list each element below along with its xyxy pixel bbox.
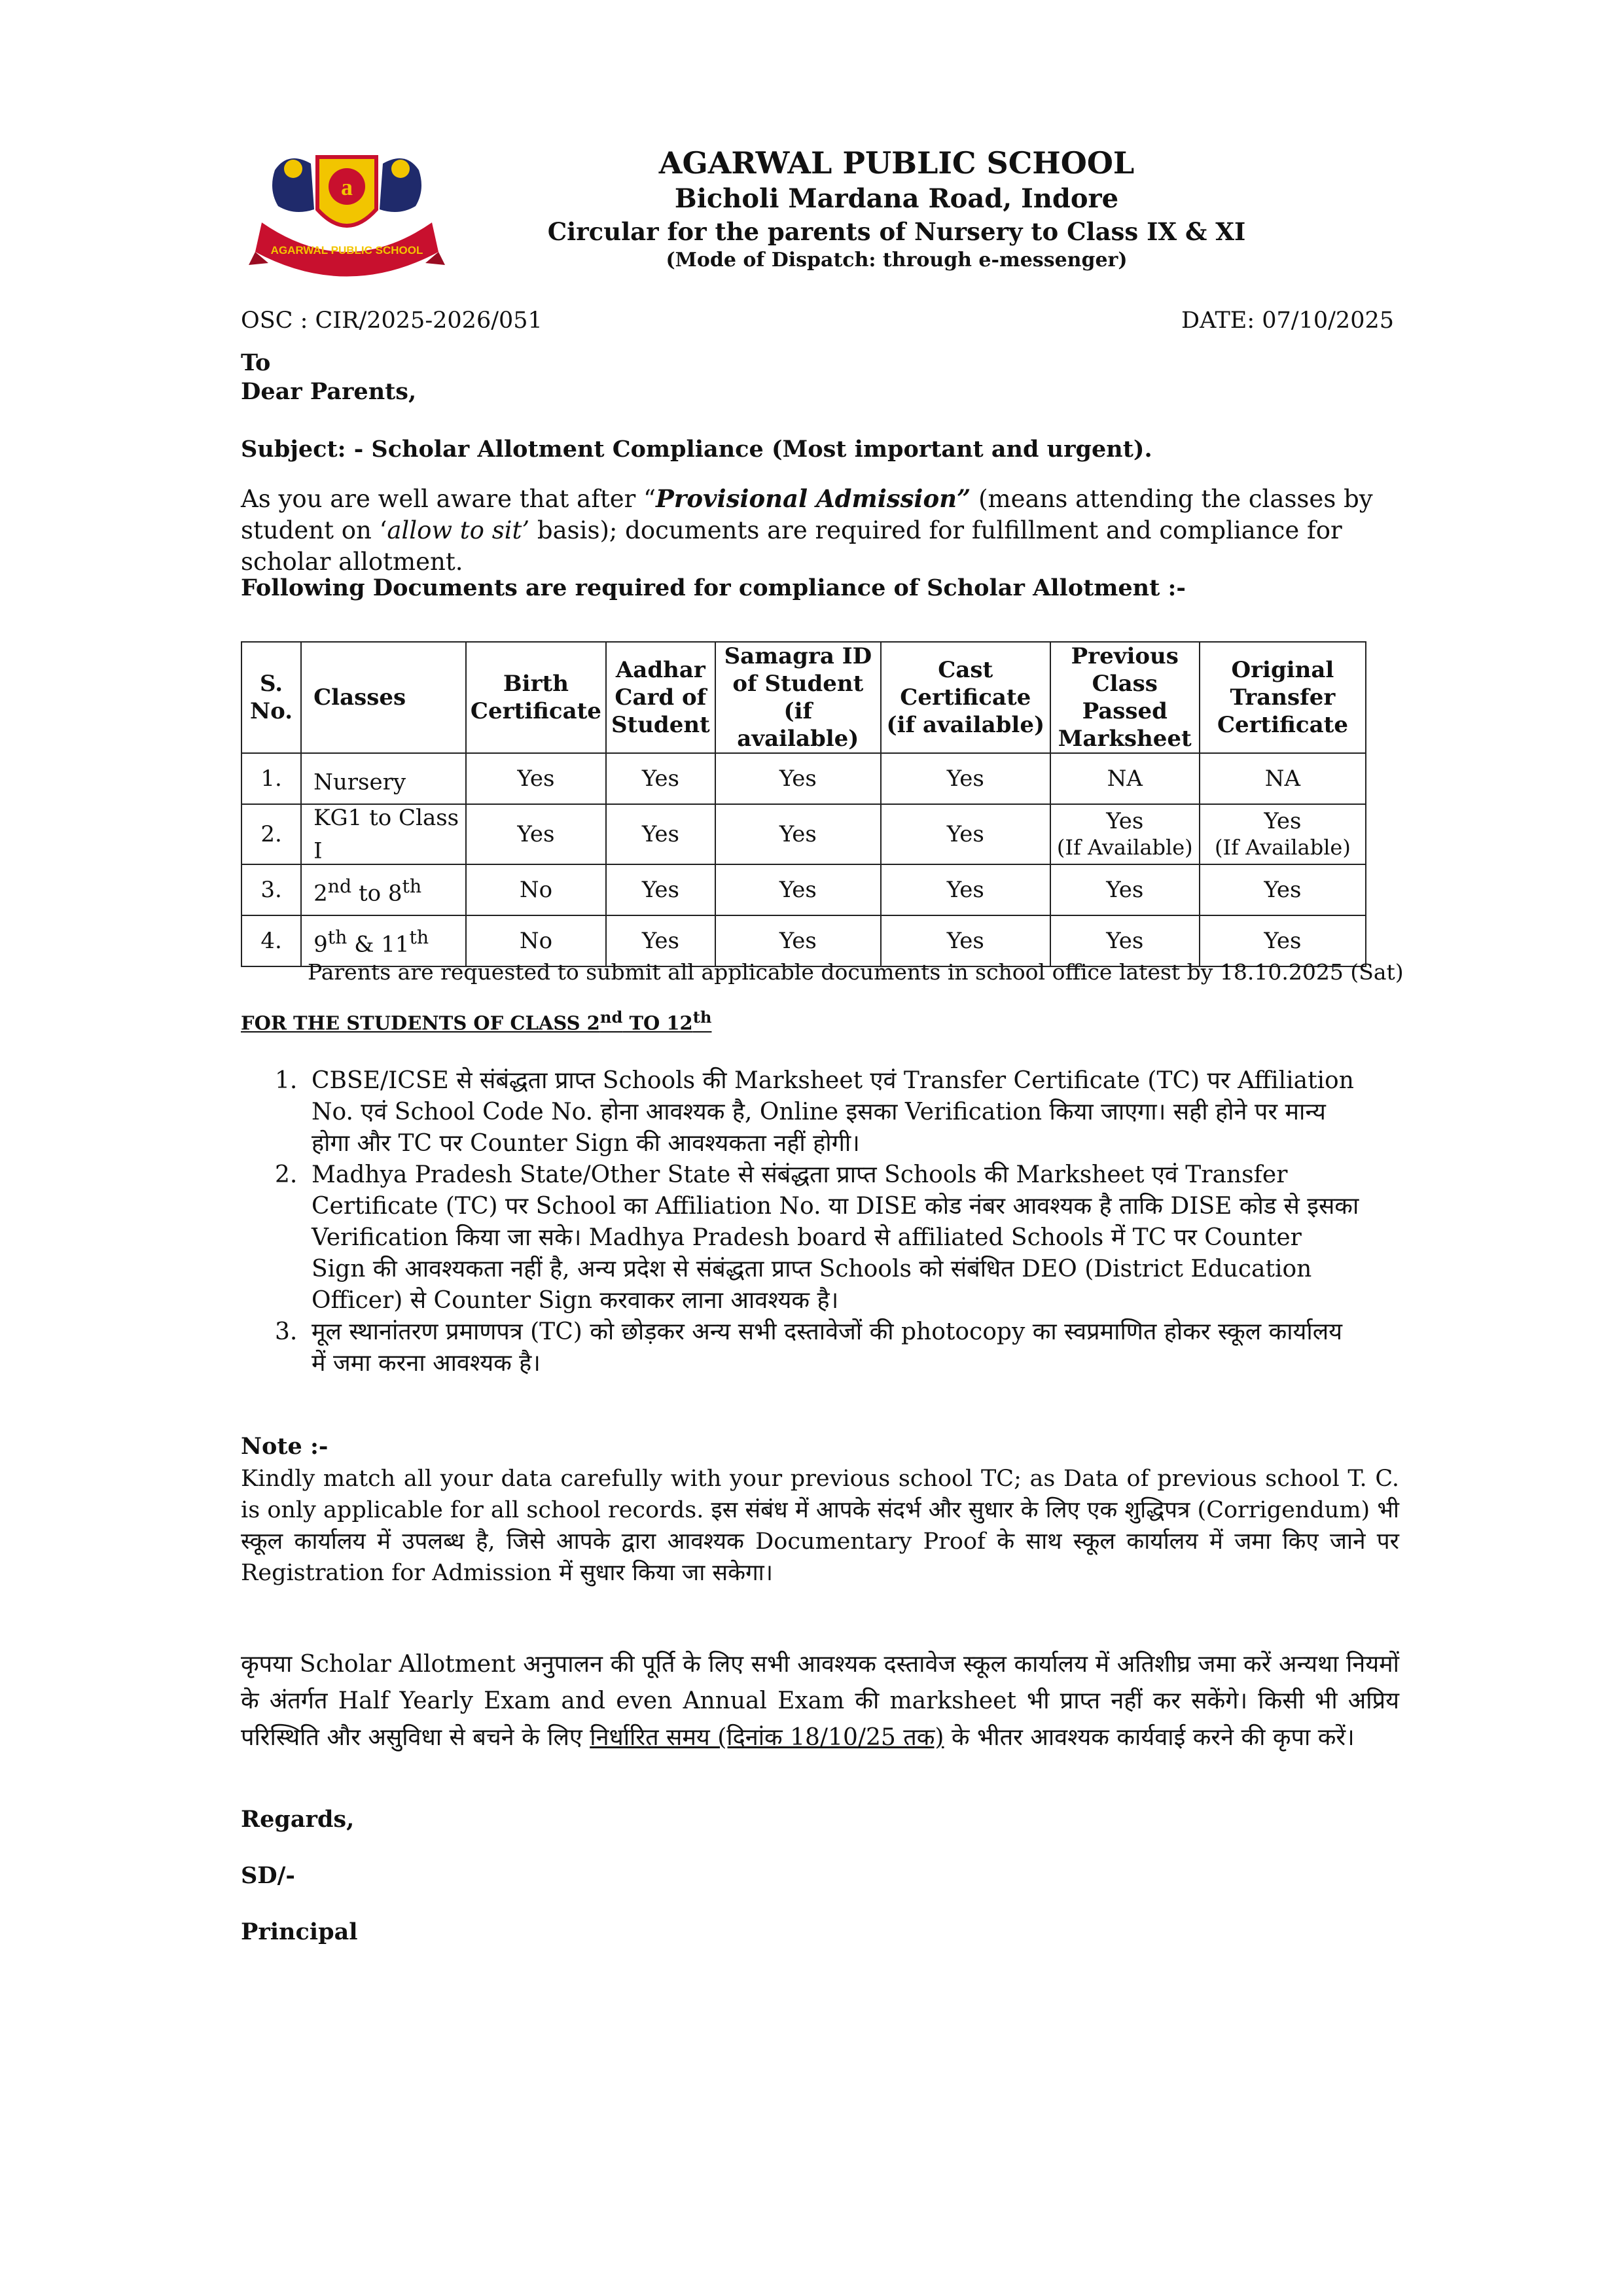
- cell-marksheet: Yes: [1050, 864, 1200, 915]
- list-item: 2. Madhya Pradesh State/Other State से संबंद्धता प्राप्त Schools की Marksheet एवं Transfer Certificate (TC) पर School का Affiliation No. या DISE कोड नंबर आवश्यक है ताकि DISE कोड से इसका Verification किया जा सके। Madhya Pradesh board से affiliated Schools में TC पर Counter Sign की आवश्यकता नहीं है, अन्य प्रदेश से संबंद्धता प्राप्त Schools को संबंधित DEO (District Education Officer) से Counter Sign करवाकर लाना आवश्यक है।: [275, 1161, 1359, 1314]
- cell-samagra: Yes: [715, 864, 881, 915]
- intro-text-3: basis); documents are required for fulfillment and compliance for scholar allotment.: [241, 516, 1342, 576]
- table-row: [241, 753, 1366, 804]
- to-line: To: [241, 349, 271, 376]
- table-row: [241, 864, 1366, 915]
- note-text: Kindly match all your data carefully with your previous school TC; as Data of previous school T. C. is only applicable for all school records. इस संबंध में आपके संदर्भ और सुधार के लिए एक शुद्धिपत्र (Corrigendum) भी स्कूल कार्यालय में उपलब्ध है, जिसे आपके द्वारा आवश्यक Documentary Proof के साथ स्कूल कार्यालय में जमा किए जाने पर Registration for Admission में सुधार किया जा सकेगा।: [241, 1466, 1399, 1586]
- header-cast: Cast Certificate (if available): [881, 642, 1050, 753]
- circular-title: Circular for the parents of Nursery to Class IX & XI: [547, 217, 1246, 246]
- hindi-paragraph: कृपया Scholar Allotment अनुपालन की पूर्ति के लिए सभी आवश्यक दस्तावेज स्कूल कार्यालय में अतिशीघ्र जमा करें अन्यथा नियमों के अंतर्गत Half Yearly Exam and even Annual Exam की marksheet भी प्राप्त नहीं कर सकेंगे। किसी भी अप्रिय परिस्थिति और असुविधा से बचने के लिए निर्धारित समय (दिनांक 18/10/25 तक) के भीतर आवश्यक कार्यवाई करने की कृपा करें।: [241, 1651, 1399, 1751]
- documents-table: [241, 641, 1366, 967]
- subject-line: Subject: - Scholar Allotment Compliance (Most important and urgent).: [241, 436, 1152, 463]
- closing-sd: SD/-: [241, 1862, 295, 1889]
- cell-birth: Yes: [466, 753, 606, 804]
- dispatch-mode: (Mode of Dispatch: through e-messenger): [666, 249, 1128, 272]
- cell-sno: 1.: [241, 753, 301, 804]
- cell-sno: 3.: [241, 864, 301, 915]
- cell-class: KG1 to Class I: [301, 804, 466, 864]
- list-item: 3. मूल स्थानांतरण प्रमाणपत्र (TC) को छोड़कर अन्य सभी दस्तावेजों की photocopy का स्वप्रमाणित होकर स्कूल कार्यालय में जमा करना आवश्यक है।: [275, 1318, 1343, 1377]
- cell-sno: 4.: [241, 915, 301, 966]
- header-classes: Classes: [301, 642, 466, 753]
- cell-aadhar: Yes: [606, 864, 715, 915]
- header-birth-certificate: Birth Certificate: [466, 642, 606, 753]
- svg-text:a: a: [341, 174, 353, 200]
- salutation: Dear Parents,: [241, 378, 417, 405]
- circular-reference: OSC : CIR/2025-2026/051: [241, 308, 543, 334]
- intro-text-1: As you are well aware that after “: [241, 485, 656, 513]
- cell-samagra: Yes: [715, 915, 881, 966]
- cell-sno: 2.: [241, 804, 301, 864]
- cell-cast: Yes: [881, 804, 1050, 864]
- header-marksheet: Previous Class Passed Marksheet: [1050, 642, 1200, 753]
- cell-aadhar: Yes: [606, 753, 715, 804]
- table-note: Parents are requested to submit all applicable documents in school office latest by 18.10.2025 (Sat): [308, 959, 1404, 985]
- school-logo: [249, 144, 445, 281]
- cell-birth: No: [466, 864, 606, 915]
- closing-regards: Regards,: [241, 1806, 355, 1833]
- intro-text-2: (means attending the classes by student on ‘: [241, 485, 1373, 544]
- deadline-text: निर्धारित समय (दिनांक 18/10/25 तक): [590, 1724, 944, 1751]
- documents-heading: Following Documents are required for compliance of Scholar Allotment :-: [241, 574, 1186, 601]
- table-header-row: [241, 642, 1366, 753]
- cell-marksheet: Yes (If Available): [1050, 804, 1200, 864]
- cell-cast: Yes: [881, 753, 1050, 804]
- signatory: Principal: [241, 1918, 358, 1945]
- instructions-list: [275, 1065, 1361, 1379]
- cell-marksheet: NA: [1050, 753, 1200, 804]
- cell-tc: Yes: [1200, 915, 1366, 966]
- intro-emphasis: Provisional Admission”: [656, 484, 971, 513]
- circular-date: DATE: 07/10/2025: [1181, 308, 1394, 334]
- note-heading: Note :-: [241, 1433, 329, 1460]
- section-heading: FOR THE STUDENTS OF CLASS 2nd TO 12th: [241, 1008, 712, 1034]
- school-address: Bicholi Mardana Road, Indore: [674, 183, 1119, 214]
- header-aadhar: Aadhar Card of Student: [606, 642, 715, 753]
- cell-class: 2nd to 8th: [301, 864, 466, 915]
- intro-italic: allow to sit’: [387, 516, 530, 544]
- header-samagra: Samagra ID of Student (if available): [715, 642, 881, 753]
- cell-marksheet: Yes: [1050, 915, 1200, 966]
- cell-cast: Yes: [881, 915, 1050, 966]
- cell-birth: Yes: [466, 804, 606, 864]
- cell-samagra: Yes: [715, 804, 881, 864]
- cell-samagra: Yes: [715, 753, 881, 804]
- cell-tc: Yes (If Available): [1200, 804, 1366, 864]
- table-row: [241, 804, 1366, 864]
- logo-text: AGARWAL PUBLIC SCHOOL: [270, 244, 423, 256]
- cell-class: 9th & 11th: [301, 915, 466, 966]
- header-sno: S. No.: [241, 642, 301, 753]
- header-transfer-certificate: Original Transfer Certificate: [1200, 642, 1366, 753]
- cell-tc: NA: [1200, 753, 1366, 804]
- cell-birth: No: [466, 915, 606, 966]
- cell-tc: Yes: [1200, 864, 1366, 915]
- cell-cast: Yes: [881, 864, 1050, 915]
- list-item: 1. CBSE/ICSE से संबंद्धता प्राप्त Schools की Marksheet एवं Transfer Certificate (TC) पर Affiliation No. एवं School Code No. होना आवश्यक है, Online इसका Verification किया जाएगा। सही होने पर मान्य होगा और TC पर Counter Sign की आवश्यकता नहीं होगी।: [275, 1067, 1354, 1157]
- cell-aadhar: Yes: [606, 915, 715, 966]
- cell-class: Nursery: [301, 753, 466, 804]
- cell-aadhar: Yes: [606, 804, 715, 864]
- intro-paragraph: [241, 483, 1399, 578]
- school-name: AGARWAL PUBLIC SCHOOL: [658, 145, 1135, 181]
